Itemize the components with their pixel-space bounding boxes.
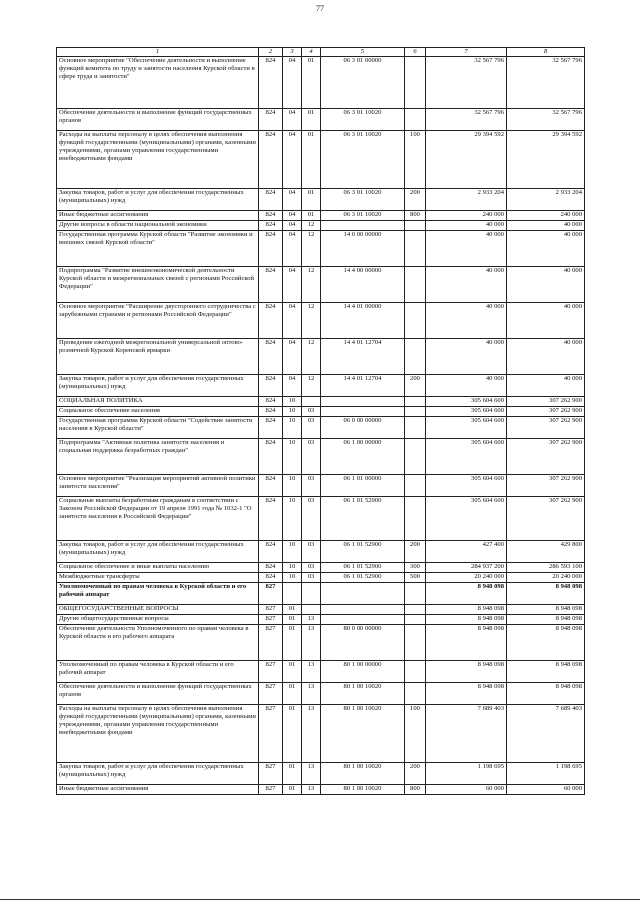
row-rz: 04 (283, 211, 302, 221)
row-ved: 824 (259, 189, 283, 211)
row-pr: 12 (302, 375, 321, 397)
row-sum-1: 40 000 (426, 339, 507, 375)
row-sum-1: 305 604 600 (426, 417, 507, 439)
row-csr: 06 0 00 00000 (321, 417, 405, 439)
table-row (57, 625, 585, 661)
table-row (57, 267, 585, 303)
row-sum-2: 307 262 900 (507, 407, 585, 417)
row-ved: 824 (259, 573, 283, 583)
row-vr (405, 231, 426, 267)
row-ved: 824 (259, 231, 283, 267)
row-csr: 14 0 00 00000 (321, 231, 405, 267)
row-vr: 200 (405, 189, 426, 211)
row-name: Уполномоченный по правам человека в Курской области и его рабочий аппарат (57, 583, 259, 605)
table-row (57, 211, 585, 221)
row-sum-2: 8 948 098 (507, 583, 585, 605)
row-sum-1: 8 948 098 (426, 583, 507, 605)
row-rz: 04 (283, 339, 302, 375)
row-rz: 01 (283, 785, 302, 795)
table-row (57, 763, 585, 785)
row-ved: 824 (259, 439, 283, 475)
row-sum-1: 305 604 600 (426, 475, 507, 497)
row-rz: 04 (283, 375, 302, 397)
row-csr: 14 4 01 12704 (321, 339, 405, 375)
row-sum-1: 20 240 000 (426, 573, 507, 583)
table-row (57, 475, 585, 497)
table-row (57, 583, 585, 605)
row-sum-1: 40 000 (426, 221, 507, 231)
column-number: 2 (259, 48, 283, 57)
table-body (57, 57, 585, 795)
row-vr: 500 (405, 573, 426, 583)
row-sum-1: 8 948 098 (426, 605, 507, 615)
row-csr: 06 3 01 10020 (321, 211, 405, 221)
row-rz: 10 (283, 497, 302, 541)
row-ved: 824 (259, 267, 283, 303)
row-name: Основное мероприятие "Расширение двустороннего сотрудничества с зарубежными странами и регионами Российской Федерации" (57, 303, 259, 339)
row-ved: 824 (259, 541, 283, 563)
row-vr: 200 (405, 375, 426, 397)
row-csr: 06 1 01 52900 (321, 573, 405, 583)
row-ved: 824 (259, 339, 283, 375)
table-row (57, 397, 585, 407)
row-sum-2: 29 394 592 (507, 131, 585, 189)
row-sum-2: 20 240 000 (507, 573, 585, 583)
row-sum-1: 32 567 796 (426, 109, 507, 131)
row-name: Основное мероприятие "Реализация мероприятий активной политики занятости населения" (57, 475, 259, 497)
row-sum-1: 240 000 (426, 211, 507, 221)
row-vr (405, 661, 426, 683)
row-sum-2: 307 262 900 (507, 497, 585, 541)
row-ved: 827 (259, 661, 283, 683)
row-vr (405, 615, 426, 625)
row-name: Закупка товаров, работ и услуг для обеспечения государственных (муниципальных) нужд (57, 541, 259, 563)
row-sum-2: 40 000 (507, 375, 585, 397)
row-sum-2: 8 948 098 (507, 683, 585, 705)
row-rz: 04 (283, 303, 302, 339)
row-ved: 827 (259, 625, 283, 661)
row-sum-1: 8 948 098 (426, 661, 507, 683)
table-row (57, 407, 585, 417)
column-number: 3 (283, 48, 302, 57)
row-name: Другие общегосударственные вопросы (57, 615, 259, 625)
row-name: Другие вопросы в области национальной экономики (57, 221, 259, 231)
row-rz: 04 (283, 109, 302, 131)
row-sum-2: 8 948 098 (507, 615, 585, 625)
row-pr: 01 (302, 189, 321, 211)
row-rz: 01 (283, 763, 302, 785)
row-name: Социальное обеспечение и иные выплаты населению (57, 563, 259, 573)
row-sum-2: 1 198 695 (507, 763, 585, 785)
row-vr (405, 57, 426, 109)
row-ved: 827 (259, 615, 283, 625)
row-ved: 824 (259, 375, 283, 397)
row-vr (405, 267, 426, 303)
row-vr (405, 497, 426, 541)
row-name: Закупка товаров, работ и услуг для обеспечения государственных (муниципальных) нужд (57, 189, 259, 211)
row-vr (405, 221, 426, 231)
table-row (57, 605, 585, 615)
row-sum-2: 286 593 100 (507, 563, 585, 573)
row-pr: 12 (302, 303, 321, 339)
row-sum-1: 8 948 098 (426, 615, 507, 625)
table-row (57, 57, 585, 109)
row-ved: 827 (259, 583, 283, 605)
row-pr: 13 (302, 625, 321, 661)
row-vr (405, 625, 426, 661)
table-row (57, 131, 585, 189)
row-rz: 04 (283, 57, 302, 109)
row-sum-1: 284 937 200 (426, 563, 507, 573)
column-number: 6 (405, 48, 426, 57)
row-sum-2: 40 000 (507, 339, 585, 375)
row-name: Закупка товаров, работ и услуг для обеспечения государственных (муниципальных) нужд (57, 763, 259, 785)
row-ved: 824 (259, 131, 283, 189)
row-pr: 13 (302, 763, 321, 785)
table-row (57, 375, 585, 397)
row-sum-1: 7 689 403 (426, 705, 507, 763)
row-sum-2: 40 000 (507, 303, 585, 339)
row-csr: 06 1 01 00000 (321, 475, 405, 497)
row-sum-2: 8 948 098 (507, 625, 585, 661)
row-csr: 06 3 01 00000 (321, 57, 405, 109)
row-name: Подпрограмма "Активная политика занятости населения и социальная поддержка безработных граждан" (57, 439, 259, 475)
row-sum-1: 8 948 098 (426, 683, 507, 705)
row-sum-2: 307 262 900 (507, 475, 585, 497)
row-rz: 10 (283, 439, 302, 475)
row-csr (321, 605, 405, 615)
row-sum-2: 8 948 098 (507, 661, 585, 683)
row-sum-1: 40 000 (426, 303, 507, 339)
row-sum-1: 29 394 592 (426, 131, 507, 189)
row-pr: 01 (302, 131, 321, 189)
row-pr: 13 (302, 615, 321, 625)
row-sum-1: 427 400 (426, 541, 507, 563)
table-row (57, 339, 585, 375)
row-sum-2: 60 000 (507, 785, 585, 795)
row-ved: 827 (259, 705, 283, 763)
row-pr: 03 (302, 563, 321, 573)
row-ved: 827 (259, 763, 283, 785)
row-vr (405, 583, 426, 605)
column-number: 5 (321, 48, 405, 57)
row-csr: 80 1 00 10020 (321, 763, 405, 785)
row-pr: 13 (302, 785, 321, 795)
row-ved: 824 (259, 221, 283, 231)
row-vr (405, 407, 426, 417)
row-pr: 12 (302, 339, 321, 375)
row-csr (321, 221, 405, 231)
row-sum-2: 32 567 796 (507, 109, 585, 131)
row-sum-1: 32 567 796 (426, 57, 507, 109)
row-sum-1: 305 604 600 (426, 497, 507, 541)
row-sum-2: 40 000 (507, 231, 585, 267)
table-row (57, 683, 585, 705)
row-rz: 04 (283, 131, 302, 189)
row-csr (321, 615, 405, 625)
row-csr: 06 3 01 10020 (321, 189, 405, 211)
row-rz: 04 (283, 231, 302, 267)
row-vr: 800 (405, 211, 426, 221)
row-csr: 80 0 00 00000 (321, 625, 405, 661)
row-pr: 03 (302, 541, 321, 563)
table-row (57, 615, 585, 625)
row-rz: 01 (283, 683, 302, 705)
row-pr: 01 (302, 211, 321, 221)
row-name: Подпрограмма "Развитие внешнеэкономической деятельности Курской области и межрегиональных связей с регионами Российской Федерации" (57, 267, 259, 303)
row-pr: 13 (302, 683, 321, 705)
row-rz: 10 (283, 573, 302, 583)
table-row (57, 785, 585, 795)
budget-table (56, 47, 585, 795)
row-ved: 824 (259, 109, 283, 131)
row-rz: 01 (283, 615, 302, 625)
row-rz: 10 (283, 417, 302, 439)
row-pr: 01 (302, 57, 321, 109)
row-rz: 10 (283, 407, 302, 417)
row-csr (321, 583, 405, 605)
table-row (57, 541, 585, 563)
row-name: Обеспечение деятельности и выполнение функций государственных органов (57, 109, 259, 131)
row-sum-2: 307 262 900 (507, 439, 585, 475)
row-vr (405, 475, 426, 497)
row-name: Проведение ежегодной межрегиональной универсальной оптово-розничной Курской Коренской ярмарки (57, 339, 259, 375)
column-number-row (57, 48, 585, 57)
row-csr: 06 1 01 52900 (321, 497, 405, 541)
table-row (57, 231, 585, 267)
table-row (57, 573, 585, 583)
row-name: Основное мероприятие "Обеспечение деятельности и выполнение функций комитета по труду и занятости населения Курской области в сфере труда и занятости" (57, 57, 259, 109)
table-row (57, 417, 585, 439)
row-sum-2: 240 000 (507, 211, 585, 221)
row-csr: 06 3 01 10020 (321, 109, 405, 131)
row-pr: 03 (302, 475, 321, 497)
table-row (57, 661, 585, 683)
row-sum-1: 40 000 (426, 231, 507, 267)
row-sum-1: 40 000 (426, 267, 507, 303)
row-sum-1: 305 604 600 (426, 397, 507, 407)
row-vr: 200 (405, 763, 426, 785)
column-number: 7 (426, 48, 507, 57)
row-rz: 10 (283, 563, 302, 573)
column-number: 4 (302, 48, 321, 57)
row-sum-1: 40 000 (426, 375, 507, 397)
row-csr: 14 4 01 00000 (321, 303, 405, 339)
row-pr: 12 (302, 267, 321, 303)
row-vr (405, 339, 426, 375)
table-row (57, 303, 585, 339)
row-ved: 824 (259, 397, 283, 407)
row-csr: 14 4 01 12704 (321, 375, 405, 397)
row-ved: 824 (259, 57, 283, 109)
row-sum-1: 8 948 098 (426, 625, 507, 661)
row-name: Государственная программа Курской области "Содействие занятости населения в Курской области" (57, 417, 259, 439)
row-sum-2: 32 567 796 (507, 57, 585, 109)
row-ved: 827 (259, 785, 283, 795)
row-csr: 80 1 00 10020 (321, 705, 405, 763)
row-sum-2: 7 689 403 (507, 705, 585, 763)
row-csr: 06 3 01 10020 (321, 131, 405, 189)
row-vr (405, 397, 426, 407)
row-vr (405, 303, 426, 339)
row-name: Расходы на выплаты персоналу в целях обеспечения выполнения функций государственными (муниципальными) органами, казенными учреждениями, органами управления государственными внебюджетными фондами (57, 131, 259, 189)
row-vr: 100 (405, 705, 426, 763)
table-row (57, 563, 585, 573)
table-row (57, 705, 585, 763)
row-pr (302, 397, 321, 407)
row-rz: 04 (283, 267, 302, 303)
row-sum-2: 307 262 900 (507, 417, 585, 439)
row-ved: 824 (259, 417, 283, 439)
row-sum-2: 8 948 098 (507, 605, 585, 615)
row-pr: 01 (302, 109, 321, 131)
row-sum-2: 40 000 (507, 267, 585, 303)
row-csr: 06 1 00 00000 (321, 439, 405, 475)
row-sum-1: 305 604 600 (426, 439, 507, 475)
row-name: Уполномоченный по правам человека в Курской области и его рабочий аппарат (57, 661, 259, 683)
row-pr: 12 (302, 221, 321, 231)
row-rz: 04 (283, 189, 302, 211)
row-rz (283, 583, 302, 605)
page-bottom-rule (0, 899, 640, 900)
row-rz: 10 (283, 475, 302, 497)
row-ved: 824 (259, 303, 283, 339)
row-pr (302, 605, 321, 615)
row-sum-2: 307 262 900 (507, 397, 585, 407)
table-row (57, 109, 585, 131)
row-ved: 824 (259, 211, 283, 221)
table-row (57, 189, 585, 211)
row-rz: 04 (283, 221, 302, 231)
row-sum-1: 2 933 204 (426, 189, 507, 211)
row-rz: 10 (283, 397, 302, 407)
row-name: Межбюджетные трансферты (57, 573, 259, 583)
row-ved: 827 (259, 683, 283, 705)
row-name: ОБЩЕГОСУДАРСТВЕННЫЕ ВОПРОСЫ (57, 605, 259, 615)
row-csr: 80 1 00 10020 (321, 785, 405, 795)
row-name: Социальные выплаты безработным гражданам в соответствии с Законом Российской Федерации от 19 апреля 1991 года № 1032-1 "О занятости населения в Российской Федерации" (57, 497, 259, 541)
page-number: 77 (316, 4, 324, 13)
row-name: Закупка товаров, работ и услуг для обеспечения государственных (муниципальных) нужд (57, 375, 259, 397)
row-pr: 03 (302, 439, 321, 475)
row-vr: 100 (405, 131, 426, 189)
row-sum-1: 305 604 600 (426, 407, 507, 417)
row-sum-2: 40 000 (507, 221, 585, 231)
row-pr: 13 (302, 661, 321, 683)
row-pr: 03 (302, 417, 321, 439)
row-vr (405, 605, 426, 615)
row-rz: 10 (283, 541, 302, 563)
row-vr: 800 (405, 785, 426, 795)
row-pr: 03 (302, 573, 321, 583)
row-rz: 01 (283, 625, 302, 661)
row-pr (302, 583, 321, 605)
row-name: Обеспечение деятельности и выполнение функций государственных органов (57, 683, 259, 705)
row-csr: 06 1 01 52900 (321, 563, 405, 573)
row-pr: 13 (302, 705, 321, 763)
row-csr: 06 1 01 52900 (321, 541, 405, 563)
row-ved: 824 (259, 563, 283, 573)
row-vr (405, 683, 426, 705)
row-sum-2: 429 800 (507, 541, 585, 563)
row-vr (405, 417, 426, 439)
column-number: 8 (507, 48, 585, 57)
row-name: Государственная программа Курской области "Развитие экономики и внешних связей Курской области" (57, 231, 259, 267)
row-csr (321, 407, 405, 417)
row-csr (321, 397, 405, 407)
row-vr: 300 (405, 563, 426, 573)
row-pr: 03 (302, 497, 321, 541)
row-name: Иные бюджетные ассигнования (57, 785, 259, 795)
row-ved: 824 (259, 475, 283, 497)
row-sum-2: 2 933 204 (507, 189, 585, 211)
row-sum-1: 60 000 (426, 785, 507, 795)
row-pr: 03 (302, 407, 321, 417)
column-number: 1 (57, 48, 259, 57)
row-name: Иные бюджетные ассигнования (57, 211, 259, 221)
row-vr (405, 109, 426, 131)
table-row (57, 439, 585, 475)
row-csr: 80 1 00 00000 (321, 661, 405, 683)
table-row (57, 221, 585, 231)
row-vr: 200 (405, 541, 426, 563)
row-name: Расходы на выплаты персоналу в целях обеспечения выполнения функций государственными (муниципальными) органами, казенными учреждениями, органами управления государственными внебюджетными фондами (57, 705, 259, 763)
row-csr: 80 1 00 10020 (321, 683, 405, 705)
row-sum-1: 1 198 695 (426, 763, 507, 785)
row-ved: 827 (259, 605, 283, 615)
row-vr (405, 439, 426, 475)
row-rz: 01 (283, 661, 302, 683)
row-rz: 01 (283, 705, 302, 763)
row-ved: 824 (259, 497, 283, 541)
table-row (57, 497, 585, 541)
row-rz: 01 (283, 605, 302, 615)
row-csr: 14 4 00 00000 (321, 267, 405, 303)
row-pr: 12 (302, 231, 321, 267)
row-name: Социальное обеспечение населения (57, 407, 259, 417)
row-name: СОЦИАЛЬНАЯ ПОЛИТИКА (57, 397, 259, 407)
row-name: Обеспечение деятельности Уполномоченного по правам человека в Курской области и его рабочего аппарата (57, 625, 259, 661)
row-ved: 824 (259, 407, 283, 417)
